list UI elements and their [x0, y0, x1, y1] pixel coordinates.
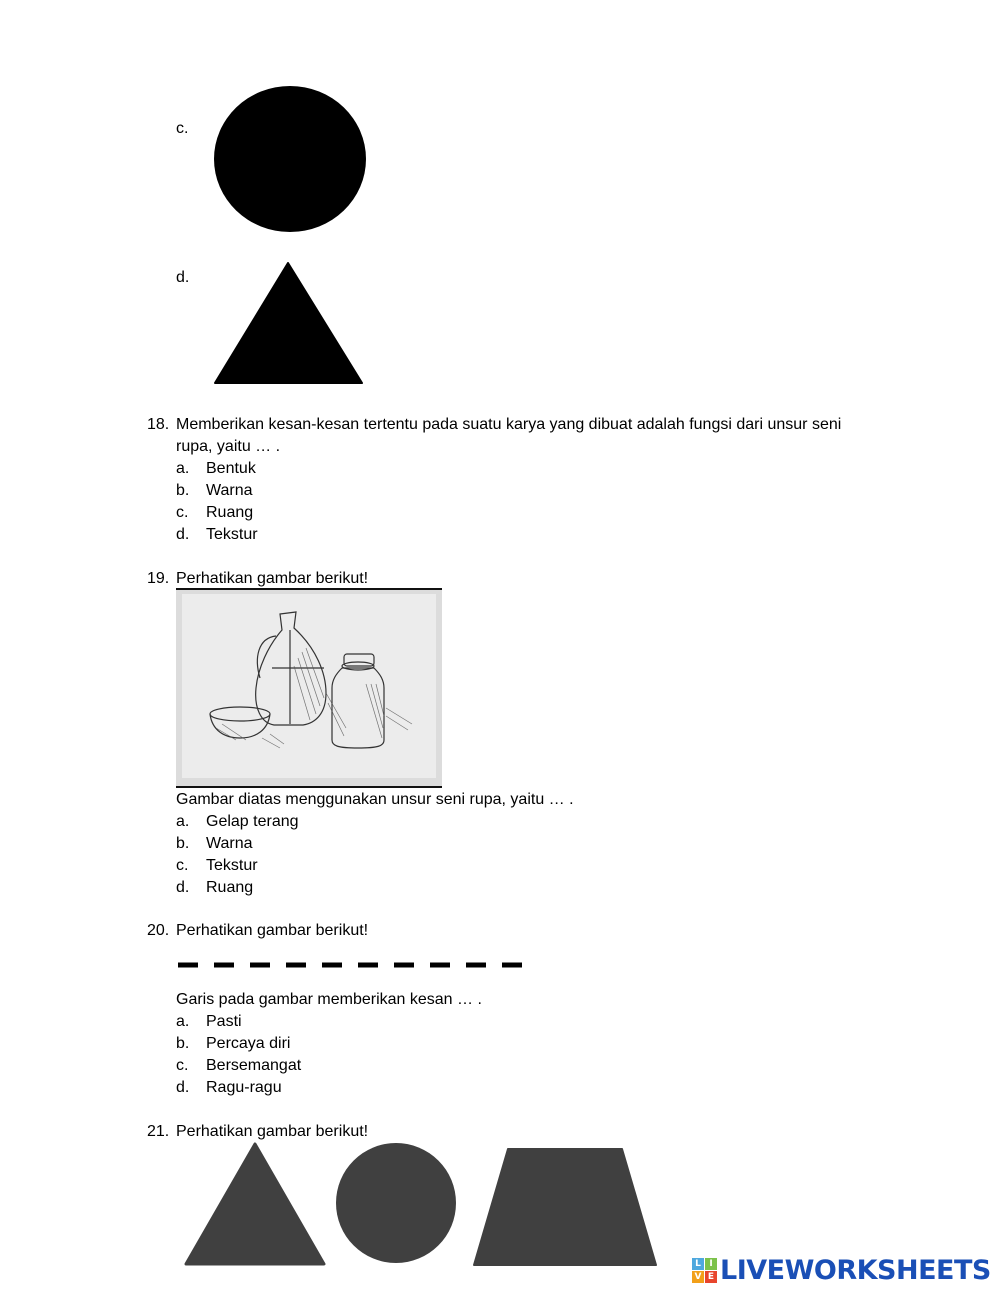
option-letter: c. [176, 504, 189, 521]
option-letter: d. [176, 1079, 190, 1096]
q21-triangle-icon [183, 1141, 327, 1267]
logo-blocks-icon [692, 1258, 717, 1283]
option-text: Ragu-ragu [206, 1079, 282, 1096]
dashed-line-icon [176, 958, 532, 972]
option-letter: b. [176, 835, 190, 852]
option-d-letter: d. [176, 269, 190, 286]
q21-trapezoid-icon [472, 1147, 658, 1267]
option-letter: a. [176, 813, 190, 830]
q21-circle-icon [334, 1141, 458, 1265]
option-letter: b. [176, 482, 190, 499]
q19-prompt: Perhatikan gambar berikut! [176, 570, 369, 587]
option-text: Pasti [206, 1013, 242, 1030]
q21-prompt: Perhatikan gambar berikut! [176, 1123, 369, 1140]
logo-block: V [692, 1271, 704, 1283]
option-letter: d. [176, 879, 190, 896]
q19-number: 19. [147, 570, 170, 587]
logo-block: L [692, 1258, 704, 1270]
option-letter: d. [176, 526, 190, 543]
option-text: Tekstur [206, 526, 258, 543]
option-text: Percaya diri [206, 1035, 291, 1052]
option-letter: b. [176, 1035, 190, 1052]
q18-text-line2: rupa, yaitu … . [176, 438, 281, 455]
option-letter: a. [176, 460, 190, 477]
triangle-shape-icon [213, 261, 365, 385]
option-text: Warna [206, 835, 253, 852]
logo-text: LIVEWORKSHEETS [720, 1254, 991, 1286]
option-text: Ruang [206, 504, 254, 521]
option-letter: c. [176, 857, 189, 874]
option-text: Bersemangat [206, 1057, 302, 1074]
option-text: Bentuk [206, 460, 256, 477]
q21-number: 21. [147, 1123, 170, 1140]
option-text: Gelap terang [206, 813, 299, 830]
q20-prompt: Perhatikan gambar berikut! [176, 922, 369, 939]
option-letter: a. [176, 1013, 190, 1030]
logo-block: E [705, 1271, 717, 1283]
circle-shape-icon [213, 85, 367, 233]
option-text: Warna [206, 482, 253, 499]
liveworksheets-logo[interactable] [692, 1253, 991, 1287]
option-text: Ruang [206, 879, 254, 896]
q18-number: 18. [147, 416, 170, 433]
option-text: Tekstur [206, 857, 258, 874]
q18-text-line1: Memberikan kesan-kesan tertentu pada suatu karya yang dibuat adalah fungsi dari unsur seni [176, 416, 842, 433]
option-letter: c. [176, 1057, 189, 1074]
q19-question: Gambar diatas menggunakan unsur seni rupa, yaitu … . [176, 791, 574, 808]
q20-number: 20. [147, 922, 170, 939]
still-life-sketch-icon [176, 588, 442, 788]
q20-question: Garis pada gambar memberikan kesan … . [176, 991, 482, 1008]
option-c-letter: c. [176, 120, 189, 137]
logo-block: I [705, 1258, 717, 1270]
